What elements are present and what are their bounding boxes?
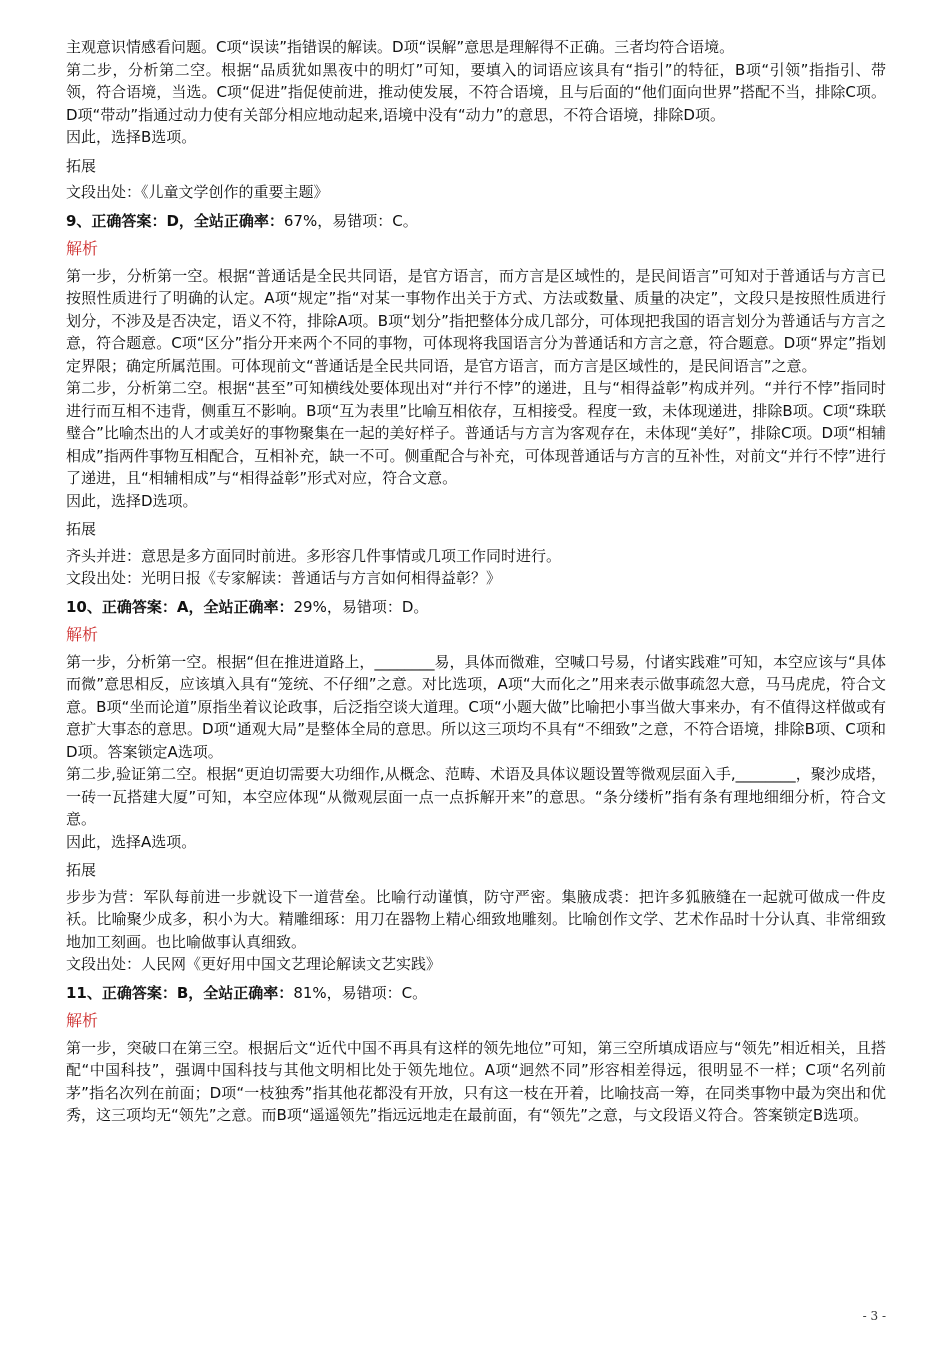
- question-9-header: [66, 210, 886, 233]
- analysis-paragraph: 第二步，分析第二空。根据“甚至”可知横线处要体现出对“并行不悖”的递进，且与“相得益彰”构成并列。“并行不悖”指同时进行而互相不违背，侧重互不影响。B项“互为表里”比喻互相依存，互相接受。程度一致，未体现递进，排除B项。C项“珠联璧合”比喻杰出的人才或美好的事物聚集在一起的美好样子。普通话与方言为客观存在，未体现“美好”，排除C项。D项“相辅相成”指两件事物互相配合，互相补充，缺一不可。侧重配合与补充，可体现普通话与方言的互补性，对前文“并行不悖”进行了递进，且“相辅相成”与“相得益彰”形式对应，符合文意。: [66, 379, 886, 487]
- analysis-paragraph: 第一步，突破口在第三空。根据后文“近代中国不再具有这样的领先地位”可知，第三空所填成语应与“领先”相近相关，且搭配“中国科技”，强调中国科技与其他文明相比处于领先地位。A项“迥然不同”形容相差得远，很明显不一样；C项“名列前茅”指名次列在前面；D项“一枝独秀”指其他花都没有开放，只有这一枝在开着，比喻技高一筹，在同类事物中最为突出和优秀，这三项均无“领先”之意。而B项“遥遥领先”指远远地走在最前面，有“领先”之意，与文段语义符合。答案锁定B选项。: [66, 1038, 886, 1124]
- extension-line: 步步为营：军队每前进一步就设下一道营垒。比喻行动谨慎，防守严密。集腋成裘：把许多狐腋缝在一起就可做成一件皮袄。比喻聚少成多，积小为大。精雕细琢：用刀在器物上精心细致地雕刻。比喻创作文学、艺术作品时十分认真、非常细致地加工刻画。也比喻做事认真细致。: [66, 887, 886, 951]
- analysis-paragraph: 第一步，分析第一空。根据“但在推进道路上，________易，具体而微难，空喊口号易，付诸实践难”可知，本空应该与“具体而微”意思相反，应该填入具有“笼统、不仔细”之意。对比选项，A项“大而化之”用来表示做事疏忽大意，马马虎虎，符合文意。B项“坐而论道”原指坐着议论政事，后泛指空谈大道理。C项“小题大做”比喻把小事当做大事来办，有不值得这样做或有意扩大事态的意思。D项“通观大局”是整体全局的意思。所以这三项均不具有“不细致”之意，不符合语境，排除B项、C项和D项。答案锁定A选项。: [66, 652, 886, 761]
- analysis-label: 解析: [66, 239, 99, 258]
- analysis-paragraph: 第一步，分析第一空。根据“普通话是全民共同语，是官方语言，而方言是区域性的，是民间语言”可知对于普通话与方言已按照性质进行了明确的认定。A项“规定”指“对某一事物作出关于方式、方法或数量、质量的决定”，文段只是按照性质进行划分，不涉及是否决定，语义不符，排除A项。B项“划分”指把整体分成几部分，可体现把我国的语言划分为普通话与方言之意，符合题意。C项“区分”指分开来两个不同的事物，可体现将我国语言分为普通话和方言之意，符合题意。D项“界定”指划定界限；确定所属范围。可体现前文“普通话是全民共同语，是官方语言，而方言是区域性的，是民间语言”之意。: [66, 266, 886, 375]
- analysis-line: 主观意识情感看问题。C项“误读”指错误的解读。D项“误解”意思是理解得不正确。三者均符合语境。: [66, 38, 735, 56]
- analysis-label: 解析: [66, 1011, 99, 1030]
- extension-label: 拓展: [66, 156, 97, 175]
- extension-label: 拓展: [66, 861, 97, 879]
- analysis-paragraph: 第二步,验证第二空。根据“更迫切需要大功细作,从概念、范畴、术语及具体议题设置等微观层面入手,________，聚沙成塔，一砖一瓦搭建大厦”可知，本空应体现“从微观层面一点一点拆解开来”的意思。“条分缕析”指有条有理地细细分析，符合文意。: [66, 765, 886, 828]
- accuracy-text: 67%，易错项：C。: [283, 211, 418, 230]
- question-9-block: [66, 210, 886, 590]
- question-10-block: [66, 596, 886, 976]
- question-11-block: [66, 982, 886, 1127]
- extension-label: 拓展: [66, 520, 97, 538]
- answer-page: [66, 36, 886, 1127]
- answer-label: 10、正确答案：A，全站正确率：: [66, 597, 294, 616]
- source-line: 文段出处：人民网《更好用中国文艺理论解读文艺实践》: [66, 955, 442, 973]
- answer-label: 11、正确答案：B，全站正确率：: [66, 983, 294, 1002]
- previous-question-tail: [66, 36, 886, 204]
- analysis-label: 解析: [66, 625, 99, 644]
- question-10-header: [66, 596, 886, 619]
- source-line: 文段出处：《儿童文学创作的重要主题》: [66, 183, 329, 201]
- analysis-paragraph: 第二步，分析第二空。根据“品质犹如黑夜中的明灯”可知，要填入的词语应该具有“指引”的特征，B项“引领”指指引、带领，符合语境，当选。C项“促进”指促使前进，推动使发展，不符合语境，且与后面的“他们面向世界”搭配不当，排除C项。D项“带动”指通过动力使有关部分相应地动起来,语境中没有“动力”的意思，不符合语境，排除D项。: [66, 60, 886, 124]
- question-11-header: [66, 982, 886, 1005]
- conclusion-line: 因此，选择A选项。: [66, 832, 197, 851]
- answer-label: 9、正确答案：D，全站正确率：: [66, 211, 284, 230]
- extension-line: 齐头并进：意思是多方面同时前进。多形容几件事情或几项工作同时进行。: [66, 546, 562, 565]
- conclusion-line: 因此，选择D选项。: [66, 491, 198, 510]
- conclusion-line: 因此，选择B选项。: [66, 128, 197, 146]
- page-number: - 3 -: [862, 1309, 886, 1323]
- source-line: 文段出处：光明日报《专家解读：普通话与方言如何相得益彰？》: [66, 569, 502, 587]
- accuracy-text: 29%，易错项：D。: [293, 597, 429, 616]
- accuracy-text: 81%，易错项：C。: [293, 983, 428, 1002]
